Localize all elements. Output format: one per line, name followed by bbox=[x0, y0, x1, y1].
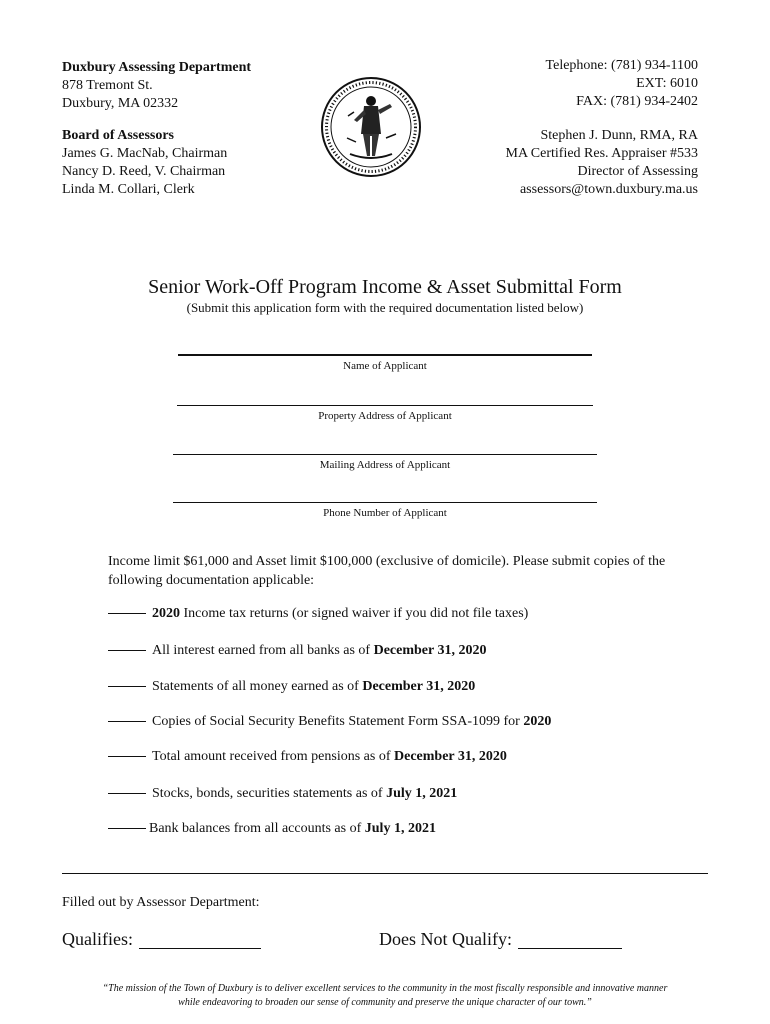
applicant-name-field[interactable] bbox=[0, 354, 770, 372]
board-member: Nancy D. Reed, V. Chairman bbox=[62, 164, 226, 179]
address-line-1: 878 Tremont St. bbox=[62, 78, 153, 93]
checklist-item-money-earned: Statements of all money earned as of December 31, 2020 bbox=[108, 679, 475, 695]
check-blank[interactable] bbox=[108, 793, 146, 794]
does-not-qualify-label: Does Not Qualify: bbox=[379, 929, 512, 949]
department-name: Duxbury Assessing Department bbox=[62, 60, 252, 75]
town-seal-icon bbox=[320, 76, 422, 178]
field-label: Phone Number of Applicant bbox=[323, 507, 447, 519]
does-not-qualify-blank[interactable] bbox=[518, 927, 622, 949]
field-label: Mailing Address of Applicant bbox=[319, 459, 451, 471]
checklist-item-stocks: Stocks, bonds, securities statements as of July 1, 2021 bbox=[108, 786, 457, 802]
email: assessors@town.duxbury.ma.us bbox=[519, 182, 698, 197]
checklist-item-interest: All interest earned from all banks as of December 31, 2020 bbox=[108, 643, 486, 659]
property-address-field[interactable] bbox=[0, 405, 770, 422]
board-member: James G. MacNab, Chairman bbox=[62, 146, 228, 161]
checklist-item-pensions: Total amount received from pensions as of December 31, 2020 bbox=[108, 749, 507, 765]
mission-statement: “The mission of the Town of Duxbury is to deliver excellent services to the community in the most fiscally responsible and innovative manner while endeavoring to broaden our sense of community and preserve the unique character of our town.” bbox=[102, 983, 668, 1008]
board-title: Board of Assessors bbox=[62, 128, 175, 143]
income-asset-instructions: Income limit $61,000 and Asset limit $100,000 (exclusive of domicile). Please submit copies of the following documentation applicable: bbox=[108, 554, 666, 588]
phone-number-field[interactable] bbox=[0, 502, 770, 519]
telephone: Telephone: (781) 934-1100 bbox=[545, 58, 698, 73]
qualifies-label: Qualifies: bbox=[62, 929, 133, 949]
check-blank[interactable] bbox=[108, 613, 146, 614]
mailing-address-field[interactable] bbox=[0, 454, 770, 471]
does-not-qualify-field bbox=[379, 929, 622, 951]
check-blank[interactable] bbox=[108, 721, 146, 722]
checklist-item-bank-balances: Bank balances from all accounts as of July 1, 2021 bbox=[108, 821, 436, 837]
field-label: Property Address of Applicant bbox=[318, 410, 452, 422]
director-name: Stephen J. Dunn, RMA, RA bbox=[540, 128, 698, 143]
extension: EXT: 6010 bbox=[636, 76, 698, 91]
check-blank[interactable] bbox=[108, 650, 146, 651]
form-subtitle: (Submit this application form with the required documentation listed below) bbox=[186, 300, 584, 315]
director-title: Director of Assessing bbox=[577, 164, 698, 179]
check-blank[interactable] bbox=[108, 828, 146, 829]
contact-info bbox=[506, 57, 698, 199]
board-member: Linda M. Collari, Clerk bbox=[62, 182, 195, 197]
director-certification: MA Certified Res. Appraiser #533 bbox=[505, 146, 698, 161]
form-title: Senior Work-Off Program Income & Asset Submittal Form bbox=[148, 276, 622, 298]
checklist-item-social-security: Copies of Social Security Benefits Statement Form SSA-1099 for 2020 bbox=[108, 714, 551, 730]
qualifies-blank[interactable] bbox=[139, 927, 261, 949]
assessor-section-label: Filled out by Assessor Department: bbox=[62, 895, 260, 910]
fax: FAX: (781) 934-2402 bbox=[576, 94, 698, 109]
qualifies-field bbox=[62, 929, 261, 951]
field-label: Name of Applicant bbox=[343, 360, 427, 372]
address-line-2: Duxbury, MA 02332 bbox=[62, 96, 179, 111]
check-blank[interactable] bbox=[108, 756, 146, 757]
department-info bbox=[62, 59, 251, 199]
check-blank[interactable] bbox=[108, 686, 146, 687]
section-divider bbox=[62, 873, 708, 874]
checklist-item-tax-returns: 2020 Income tax returns (or signed waiver if you did not file taxes) bbox=[108, 606, 528, 622]
